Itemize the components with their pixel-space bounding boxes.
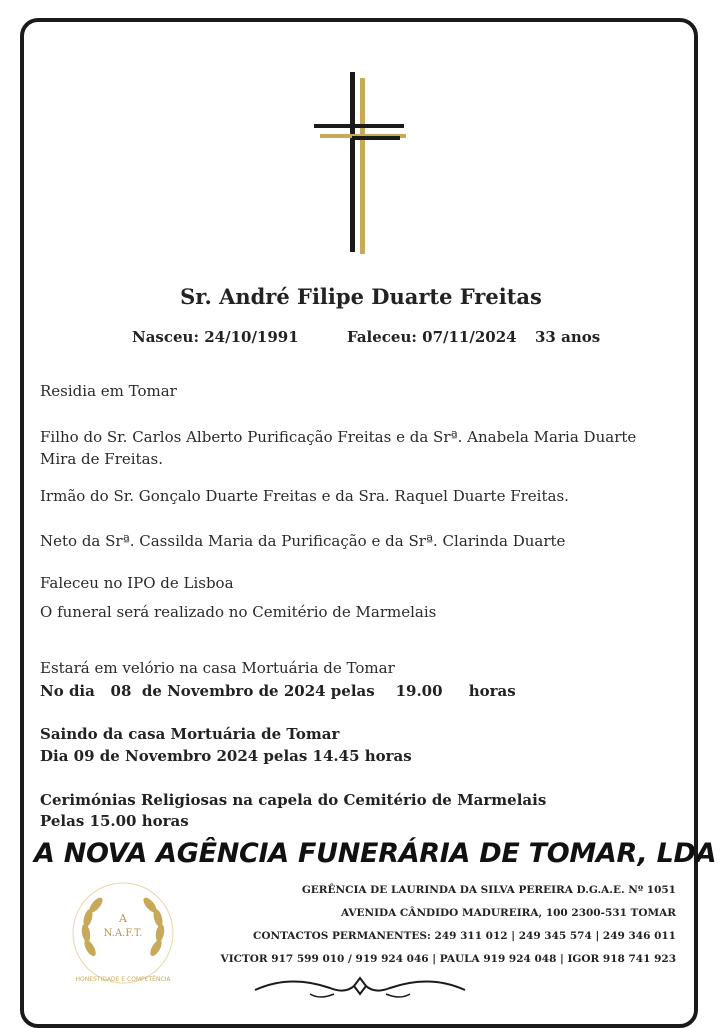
birth-date: Nasceu: 24/10/1991 [132, 328, 299, 346]
wake-date-prefix: No dia [40, 682, 95, 700]
parents-line-1: Filho do Sr. Carlos Alberto Purificação Freitas e da Srª. Anabela Maria Duarte [40, 428, 637, 446]
grandchild-text: Neto da Srª. Cassilda Maria da Purificação e da Srª. Clarinda Duarte [40, 532, 566, 550]
cross-icon [310, 70, 410, 260]
wake-hours-word: horas [468, 682, 516, 700]
departure-date-time: Dia 09 de Novembro 2024 pelas 14.45 horas [40, 747, 412, 765]
logo-letter: A [119, 912, 127, 925]
age: 33 anos [535, 328, 601, 346]
agency-name: A NOVA AGÊNCIA FUNERÁRIA DE TOMAR, LDA [34, 838, 717, 869]
departure-location: Saindo da casa Mortuária de Tomar [40, 725, 340, 743]
agency-management: GERÊNCIA DE LAURINDA DA SILVA PEREIRA D.G.A.E. Nº 1051 [301, 884, 676, 896]
wake-date-text: de Novembro de 2024 pelas [141, 682, 375, 700]
flourish-ornament [250, 972, 470, 1002]
agency-address: AVENIDA CÂNDIDO MADUREIRA, 100 2300-531 TOMAR [340, 907, 676, 919]
wake-time: 19.00 [395, 682, 443, 700]
agency-logo [68, 878, 178, 988]
logo-motto: HONESTIDADE E COMPETÊNCIA [75, 976, 171, 983]
agency-personal-contacts: VICTOR 917 599 010 / 919 924 046 | PAULA 919 924 048 | IGOR 918 741 923 [220, 953, 676, 965]
death-date: Faleceu: 07/11/2024 [347, 328, 517, 346]
wake-date-line [40, 680, 516, 702]
wake-location: Estará em velório na casa Mortuária de Tomar [40, 659, 395, 677]
ceremony-location: Cerimónias Religiosas na capela do Cemitério de Marmelais [40, 791, 547, 809]
agency-permanent-contacts: CONTACTOS PERMANENTES: 249 311 012 | 249 345 574 | 249 346 011 [252, 930, 676, 942]
deceased-name: Sr. André Filipe Duarte Freitas [180, 284, 542, 309]
parents-line-2: Mira de Freitas. [40, 450, 163, 468]
siblings-text: Irmão do Sr. Gonçalo Duarte Freitas e da Sra. Raquel Duarte Freitas. [40, 487, 569, 505]
death-place-text: Faleceu no IPO de Lisboa [40, 574, 234, 592]
wake-day: 08 [110, 682, 132, 700]
residence-text: Residia em Tomar [40, 382, 177, 400]
funeral-text: O funeral será realizado no Cemitério de Marmelais [40, 603, 437, 621]
ceremony-time: Pelas 15.00 horas [40, 812, 189, 830]
logo-initials: N.A.F.T. [103, 928, 143, 939]
